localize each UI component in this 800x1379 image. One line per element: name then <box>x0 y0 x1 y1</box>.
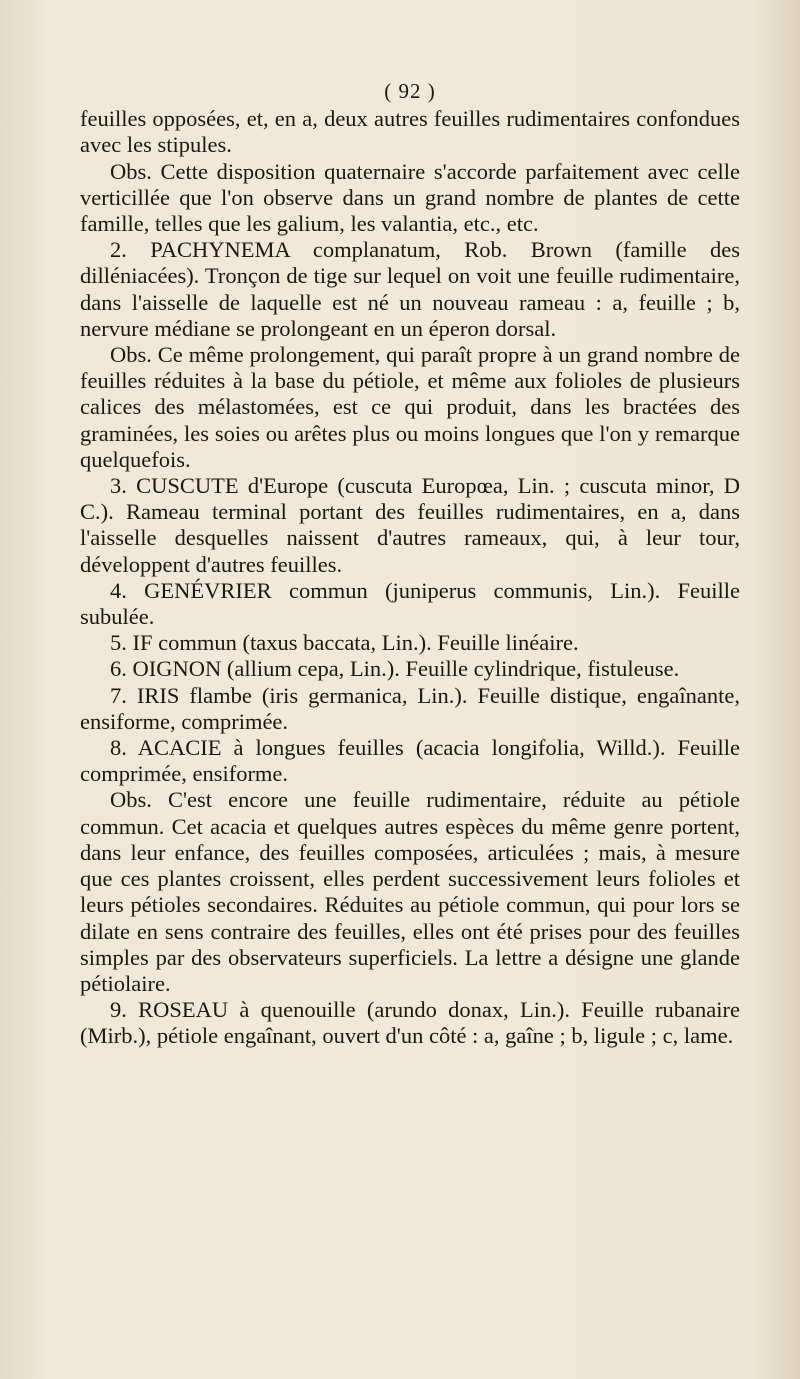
paragraph-item-8: 8. ACACIE à longues feuilles (acacia longifolia, Willd.). Feuille comprimée, ensiforme. <box>80 735 740 787</box>
paragraph-item-9: 9. ROSEAU à quenouille (arundo donax, Lin.). Feuille rubanaire (Mirb.), pétiole engaînant, ouvert d'un côté : a, gaîne ; b, ligule ; c, lame. <box>80 997 740 1049</box>
paragraph-item-6: 6. OIGNON (allium cepa, Lin.). Feuille cylindrique, fistuleuse. <box>110 656 680 682</box>
paragraph-item-3: 3. CUSCUTE d'Europe (cuscuta Europœa, Lin. ; cuscuta minor, D C.). Rameau terminal portant des feuilles rudimentaires, en a, dans l'aisselle desquelles naissent d'autres rameaux, qui, à leur tour, développent d'autres feuilles. <box>80 473 740 577</box>
page-text <box>80 78 740 1050</box>
paragraph-continuation: feuilles opposées, et, en a, deux autres feuilles rudimentaires confondues avec les stipules. <box>80 106 740 158</box>
paragraph-item-5: 5. IF commun (taxus baccata, Lin.). Feuille linéaire. <box>110 630 579 656</box>
paragraph-obs-2: Obs. Ce même prolongement, qui paraît propre à un grand nombre de feuilles réduites à la base du pétiole, et même aux folioles de plusieurs calices des mélastomées, est ce qui produit, dans les bractées des graminées, les soies ou arêtes plus ou moins longues que l'on y remarque quelquefois. <box>80 342 740 472</box>
paragraph-obs-1: Obs. Cette disposition quaternaire s'accorde parfaitement avec celle verticillée que l'on observe dans un grand nombre de plantes de cette famille, telles que les galium, les valantia, etc., etc. <box>80 158 740 237</box>
paragraph-item-7: 7. IRIS flambe (iris germanica, Lin.). Feuille distique, engaînante, ensiforme, comprimée. <box>80 682 740 734</box>
page-number: ( 92 ) <box>384 79 436 103</box>
paragraph-obs-3: Obs. C'est encore une feuille rudimentaire, réduite au pétiole commun. Cet acacia et quelques autres espèces du même genre portent, dans leur enfance, des feuilles composées, articulées ; mais, à mesure que ces plantes croissent, elles perdent successivement leurs folioles et leurs pétioles secondaires. Réduites au pétiole commun, qui pour lors se dilate en sens contraire des feuilles, elles ont été prises pour des feuilles simples par des observateurs superficiels. La lettre a désigne une glande pétiolaire. <box>80 787 740 996</box>
paragraph-item-2: 2. PACHYNEMA complanatum, Rob. Brown (famille des dilléniacées). Tronçon de tige sur lequel on voit une feuille rudimentaire, dans l'aisselle de laquelle est né un nouveau rameau : a, feuille ; b, nervure médiane se prolongeant en un éperon dorsal. <box>80 237 740 341</box>
paragraph-item-4: 4. GENÉVRIER commun (juniperus communis, Lin.). Feuille subulée. <box>80 577 740 630</box>
